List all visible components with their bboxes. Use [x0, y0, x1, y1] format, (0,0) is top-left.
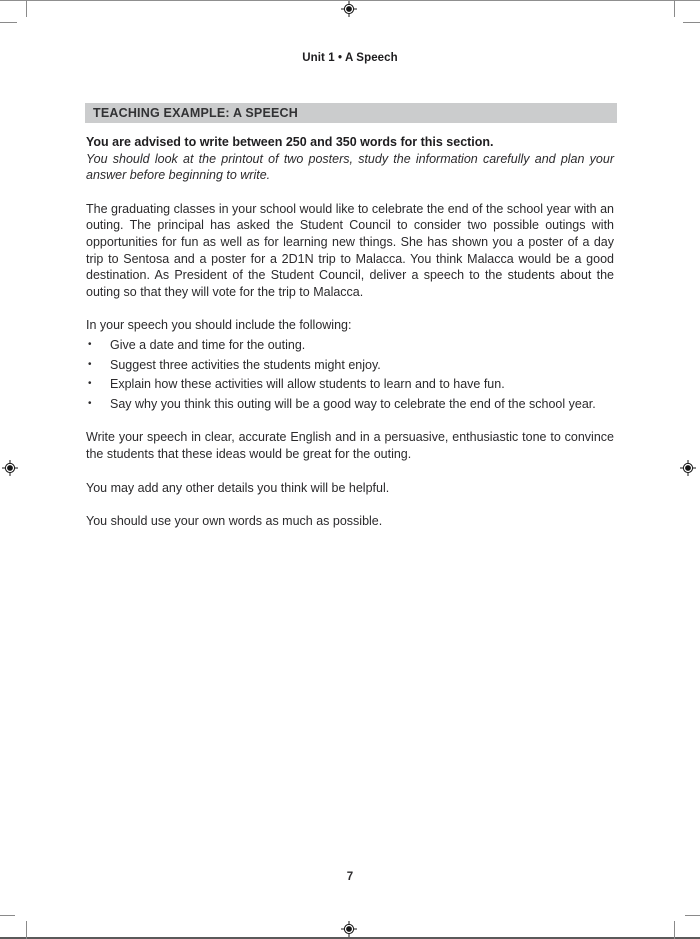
- list-item-text: Suggest three activities the students might enjoy.: [110, 357, 381, 372]
- bullet-icon: •: [88, 358, 92, 370]
- list-item: [86, 376, 614, 393]
- task-paragraph: The graduating classes in your school would like to celebrate the end of the school year with an outing. The principal has asked the Student Council to consider two possible outings with opportunities for fun as well as for learning new things. She has shown you a poster of a day trip to Sentosa and a poster for a 2D1N trip to Malacca. You think Malacca would be a good destination. As President of the Student Council, deliver a speech to the students about the outing so that they will vote for the trip to Malacca.: [86, 201, 614, 299]
- own-words-note: You should use your own words as much as possible.: [86, 514, 383, 529]
- registration-target-icon: [2, 460, 18, 476]
- word-count-instruction: You are advised to write between 250 and 350 words for this section.: [86, 135, 494, 149]
- task-content: [86, 134, 614, 547]
- planning-instruction: You should look at the printout of two posters, study the information carefully and plan your answer before beginning to write.: [86, 151, 614, 183]
- list-item-text: Explain how these activities will allow students to learn and to have fun.: [110, 377, 505, 392]
- crop-mark: [0, 915, 15, 916]
- list-item-text: Give a date and time for the outing.: [110, 337, 306, 352]
- list-item-text: Say why you think this outing will be a good way to celebrate the end of the school year.: [110, 396, 596, 411]
- page-number: 7: [346, 871, 354, 883]
- speech-points-list: [86, 337, 614, 412]
- registration-target-icon: [680, 460, 696, 476]
- bullet-icon: •: [88, 378, 92, 390]
- section-title: TEACHING EXAMPLE: A SPEECH: [93, 106, 298, 120]
- crop-mark: [683, 22, 700, 23]
- tone-paragraph: Write your speech in clear, accurate English and in a persuasive, enthusiastic tone to convince the students that these ideas would be great for the outing.: [86, 430, 614, 461]
- crop-mark: [674, 0, 675, 17]
- list-item: [86, 337, 614, 354]
- registration-target-icon: [341, 1, 357, 17]
- bullet-icon: •: [88, 338, 92, 350]
- crop-mark: [0, 22, 17, 23]
- unit-header: Unit 1 • A Speech: [302, 52, 398, 64]
- registration-target-icon: [341, 921, 357, 937]
- section-title-bar: [85, 103, 617, 123]
- crop-mark: [674, 921, 675, 939]
- crop-mark: [26, 0, 27, 17]
- bullet-icon: •: [88, 397, 92, 409]
- list-item: [86, 396, 614, 413]
- details-note: You may add any other details you think will be helpful.: [86, 480, 390, 495]
- crop-mark: [26, 921, 27, 939]
- list-item: [86, 357, 614, 374]
- crop-mark: [685, 915, 700, 916]
- include-intro: In your speech you should include the following:: [86, 318, 352, 333]
